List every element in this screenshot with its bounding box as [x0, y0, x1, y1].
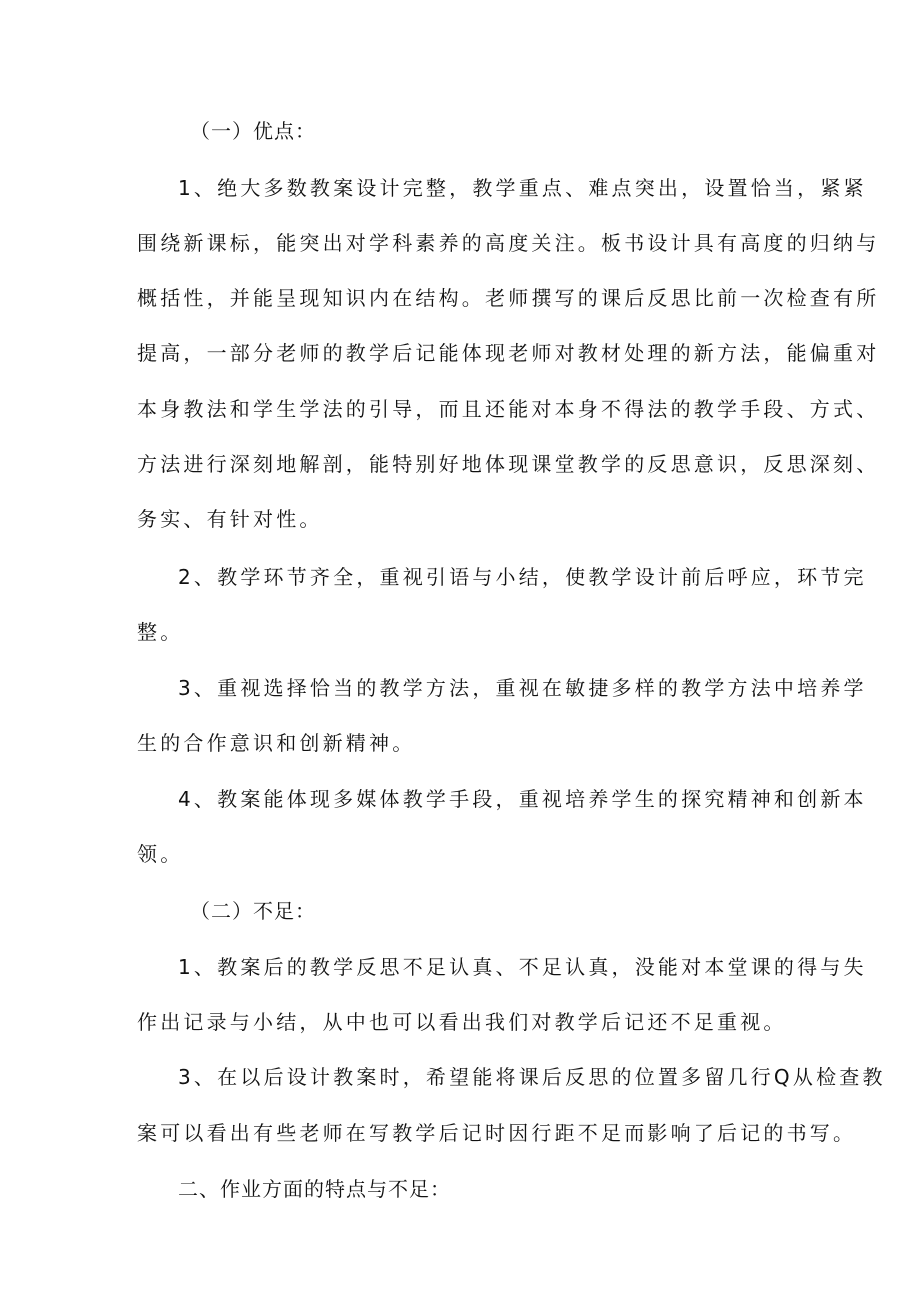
section-heading-homework: 二、作业方面的特点与不足： — [178, 1177, 451, 1201]
paragraph-2-line-1: 2、教学环节齐全，重视引语与小结，使教学设计前后呼应，环节完 — [178, 565, 867, 589]
paragraph-5-line-2: 作出记录与小结，从中也可以看出我们对教学后记还不足重视。 — [137, 1010, 787, 1034]
section-heading-weaknesses: （二）不足： — [190, 899, 316, 923]
paragraph-1-line-5: 本身教法和学生学法的引导，而且还能对本身不得法的教学手段、方式、 — [137, 397, 880, 421]
paragraph-1-line-3: 概括性，并能呈现知识内在结构。老师撰写的课后反思比前一次检查有所 — [137, 286, 880, 310]
paragraph-1-line-6: 方法进行深刻地解剖，能特别好地体现课堂教学的反思意识，反思深刻、 — [137, 452, 880, 476]
paragraph-6-line-1: 3、在以后设计教案时，希望能将课后反思的位置多留几行Q从检查教 — [178, 1065, 886, 1089]
paragraph-3-line-1: 3、重视选择恰当的教学方法，重视在敏捷多样的教学方法中培养学 — [178, 676, 867, 700]
paragraph-3-line-2: 生的合作意识和创新精神。 — [137, 731, 416, 755]
paragraph-6-line-2: 案可以看出有些老师在写教学后记时因行距不足而影响了后记的书写。 — [137, 1121, 857, 1145]
paragraph-5-line-1: 1、教案后的教学反思不足认真、不足认真，没能对本堂课的得与失 — [178, 955, 867, 979]
paragraph-2-line-2: 整。 — [137, 620, 184, 644]
paragraph-1-line-4: 提高，一部分老师的教学后记能体现老师对教材处理的新方法，能偏重对 — [137, 341, 880, 365]
section-heading-strengths: （一）优点： — [190, 119, 316, 143]
paragraph-1-line-7: 务实、有针对性。 — [137, 507, 323, 531]
paragraph-4-line-2: 领。 — [137, 842, 184, 866]
paragraph-1-line-2: 围绕新课标，能突出对学科素养的高度关注。板书设计具有高度的归纳与 — [137, 231, 880, 255]
paragraph-4-line-1: 4、教案能体现多媒体教学手段，重视培养学生的探究精神和创新本 — [178, 787, 867, 811]
paragraph-1-line-1: 1、绝大多数教案设计完整，教学重点、难点突出，设置恰当，紧紧 — [178, 176, 867, 200]
